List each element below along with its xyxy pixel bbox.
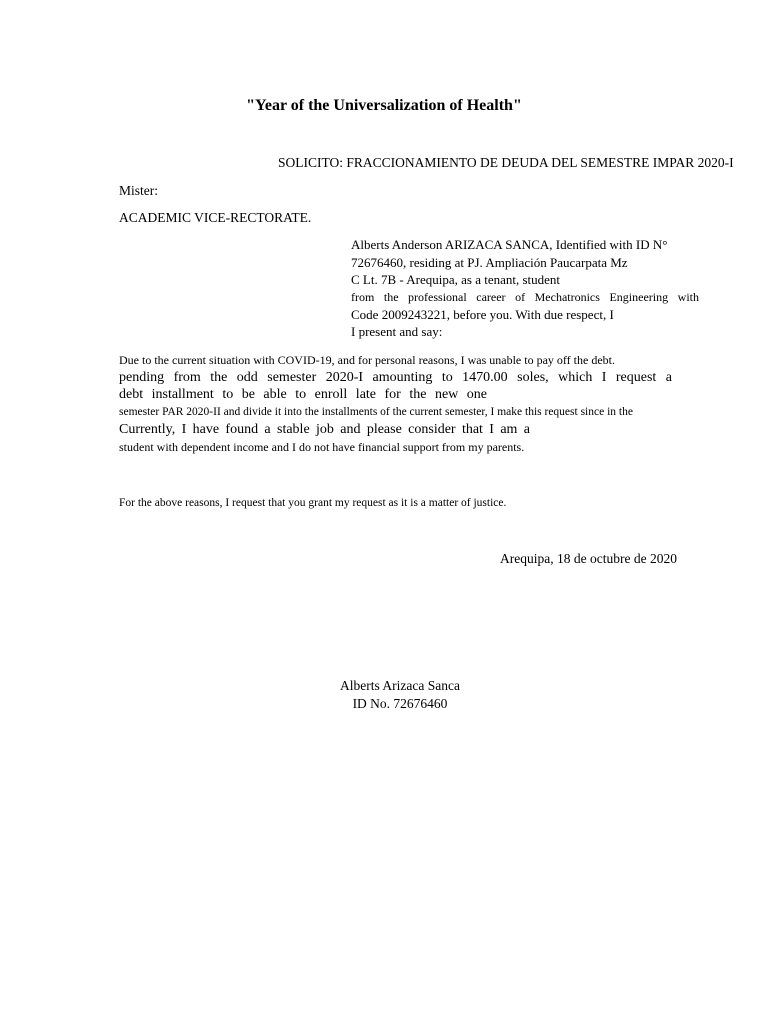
intro-line: Code 2009243221, before you. With due respect, I bbox=[351, 306, 614, 322]
body-paragraph bbox=[119, 352, 672, 455]
body-line: student with dependent income and I do not have financial support from my parents. bbox=[119, 440, 525, 454]
intro-paragraph bbox=[351, 236, 699, 340]
intro-line: C Lt. 7B - Arequipa, as a tenant, student bbox=[351, 272, 561, 287]
document-heading: "Year of the Universalization of Health" bbox=[246, 97, 522, 114]
subject-line: SOLICITO: FRACCIONAMIENTO DE DEUDA DEL SEMESTRE IMPAR 2020-I bbox=[278, 155, 734, 170]
body-line: semester PAR 2020-II and divide it into the installments of the current semester, I make this request since in the bbox=[119, 406, 633, 418]
intro-line: Alberts Anderson ARIZACA SANCA, Identified with ID N° bbox=[351, 237, 668, 252]
salutation: Mister: bbox=[119, 183, 158, 198]
intro-line: 72676460, residing at PJ. Ampliación Paucarpata Mz bbox=[351, 254, 628, 270]
body-line: Currently, I have found a stable job and please consider that I am a bbox=[119, 422, 530, 437]
signature-block bbox=[0, 677, 768, 713]
signature-id: ID No. 72676460 bbox=[352, 696, 448, 711]
body-line: Due to the current situation with COVID-19, and for personal reasons, I was unable to pay off the debt. bbox=[119, 353, 615, 367]
body-line: debt installment to be able to enroll late for the new one bbox=[119, 387, 487, 402]
body-line: pending from the odd semester 2020-I amounting to 1470.00 soles, which I request a bbox=[119, 370, 672, 385]
intro-line: from the professional career of Mechatronics Engineering with bbox=[351, 289, 699, 304]
recipient: ACADEMIC VICE-RECTORATE. bbox=[119, 210, 312, 225]
place-date: Arequipa, 18 de octubre de 2020 bbox=[500, 551, 677, 566]
signature-name: Alberts Arizaca Sanca bbox=[340, 678, 460, 693]
intro-line: I present and say: bbox=[351, 323, 443, 339]
closing-statement: For the above reasons, I request that you grant my request as it is a matter of justice. bbox=[119, 497, 507, 509]
